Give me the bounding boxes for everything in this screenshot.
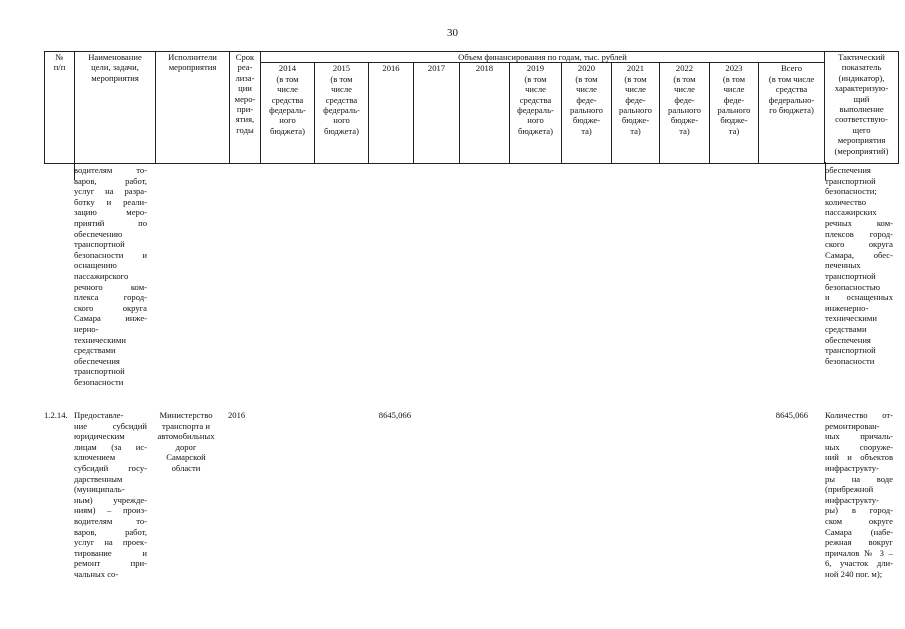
text-line: количество <box>825 196 867 207</box>
text-line: безопасностью <box>825 281 881 292</box>
row-1214-executor: Министерство транспорта и автомобильных дорог Самарской области <box>157 410 215 473</box>
text-line: водителям то- <box>74 165 147 175</box>
text-line: приятий по <box>74 217 147 228</box>
text-line: ского округа <box>825 239 893 250</box>
row-1214-name <box>74 410 147 580</box>
row-1214-total: 8645,066 <box>775 410 808 420</box>
text-line: инженерно- <box>825 302 869 313</box>
text-line: ры на воде <box>825 473 893 484</box>
header-2015: 2015 (в том числе средства федераль- ного бюджета) <box>315 63 369 164</box>
text-line: плекса город- <box>74 292 147 303</box>
text-line: ний и объектов <box>825 452 893 463</box>
text-line: средствами <box>74 345 116 356</box>
text-line: пассажирского <box>74 270 129 281</box>
text-line: безопасности и <box>74 249 147 260</box>
text-line: ниям) – произ- <box>74 505 147 516</box>
text-line: пассажирских <box>825 207 877 218</box>
text-line: безопасности <box>74 376 124 387</box>
text-line: Количество от- <box>825 410 893 420</box>
text-line: зацию меро- <box>74 207 147 218</box>
header-2019: 2019 (в том числе средства федераль- ного бюджета) <box>510 63 562 164</box>
text-line: ной 240 пог. м); <box>825 568 883 579</box>
page-number: 30 <box>447 27 458 39</box>
text-line: безопасности <box>825 355 875 366</box>
text-line: техническими <box>825 313 877 324</box>
text-line: обеспечению <box>74 228 123 239</box>
text-line: обеспечения <box>825 334 871 345</box>
text-line: безопасности; <box>825 186 877 197</box>
text-line: ных сооруже- <box>825 441 893 452</box>
text-line: ры) в город- <box>825 505 893 516</box>
text-line: режная вокруг <box>825 537 893 548</box>
text-line: Самара, обес- <box>825 249 893 260</box>
text-line: ском округе <box>825 515 893 526</box>
table-header <box>44 51 899 164</box>
text-line: Предоставле- <box>74 410 124 420</box>
header-finance-group: Объем финансирования по годам, тыс. рублей <box>261 52 825 63</box>
row-cont-indicator <box>825 165 893 366</box>
text-line: средствами <box>825 323 867 334</box>
text-line: печенных <box>825 260 861 271</box>
text-line: лицам (за ис- <box>74 441 147 452</box>
text-line: чальных со- <box>74 568 119 579</box>
text-line: (муниципаль- <box>74 484 125 495</box>
text-line: ремонтирован- <box>825 420 880 431</box>
row-1214-indicator <box>825 410 893 580</box>
row-1214-value-2016: 8645,066 <box>378 410 411 420</box>
text-line: речных ком- <box>825 217 893 228</box>
row-cont-name <box>74 165 147 387</box>
row-1214-num: 1.2.14. <box>44 410 68 420</box>
text-line: дарственным <box>74 473 123 484</box>
text-line: транспортной <box>74 239 125 250</box>
header-2017: 2017 <box>414 63 460 164</box>
text-line: (прибрежной <box>825 484 874 495</box>
header-2021: 2021 (в том числе феде- рального бюдже- та) <box>612 63 660 164</box>
text-line: ным) учрежде- <box>74 494 147 505</box>
text-line: тирование и <box>74 547 147 558</box>
header-indicator: Тактический показатель (индикатор), характеризую- щий выполнение соответствую- щего мероприятия (мероприятий) <box>825 52 899 164</box>
text-line: Самара инже- <box>74 313 147 324</box>
header-2022: 2022 (в том числе феде- рального бюдже- та) <box>660 63 710 164</box>
text-line: ботку и реали- <box>74 196 147 207</box>
text-line: техническими <box>74 334 126 345</box>
row-1214-term: 2016 <box>228 410 246 420</box>
text-line: оснащению <box>74 260 117 271</box>
text-line: транспортной <box>74 366 125 377</box>
header-2018: 2018 <box>460 63 510 164</box>
text-line: ных причаль- <box>825 431 893 442</box>
text-line: ключением <box>74 452 116 463</box>
text-line: услуг на разра- <box>74 186 147 197</box>
text-line: услуг на проек- <box>74 537 147 548</box>
header-num: № п/п <box>45 52 75 164</box>
text-line: варов, работ, <box>74 526 147 537</box>
header-2014: 2014 (в том числе средства федераль- ного бюджета) <box>261 63 315 164</box>
text-line: транспортной <box>825 345 876 356</box>
text-line: транспортной <box>825 270 876 281</box>
header-executor: Исполнители мероприятия <box>156 52 230 164</box>
text-line: нерно- <box>74 323 99 334</box>
text-line: инфраструкту- <box>825 462 879 473</box>
text-line: водителям то- <box>74 515 147 526</box>
text-line: транспортной <box>825 175 876 186</box>
text-line: и оснащенных <box>825 292 893 303</box>
text-line: плексов город- <box>825 228 893 239</box>
text-line: ского округа <box>74 302 147 313</box>
text-line: варов, работ, <box>74 175 147 186</box>
header-2023: 2023 (в том числе феде- рального бюдже- та) <box>710 63 759 164</box>
header-2016: 2016 <box>369 63 414 164</box>
text-line: речного ком- <box>74 281 147 292</box>
header-name: Наименование цели, задачи, мероприятия <box>75 52 156 164</box>
header-term: Срок реа- лиза- ции меро- при- ятия, годы <box>230 52 261 164</box>
text-line: обеспечения <box>825 165 871 175</box>
header-2020: 2020 (в том числе феде- рального бюдже- та) <box>562 63 612 164</box>
text-line: субсидий госу- <box>74 462 147 473</box>
text-line: 6, участок дли- <box>825 558 893 569</box>
text-line: инфраструкту- <box>825 494 879 505</box>
text-line: Самара (набе- <box>825 526 893 537</box>
text-line: юридическим <box>74 431 125 442</box>
text-line: ние субсидий <box>74 420 147 431</box>
header-total: Всего (в том числе средства федерально- го бюджета) <box>759 63 825 164</box>
text-line: обеспечения <box>74 355 120 366</box>
text-line: причалов № 3 – <box>825 547 893 558</box>
text-line: ремонт при- <box>74 558 147 569</box>
